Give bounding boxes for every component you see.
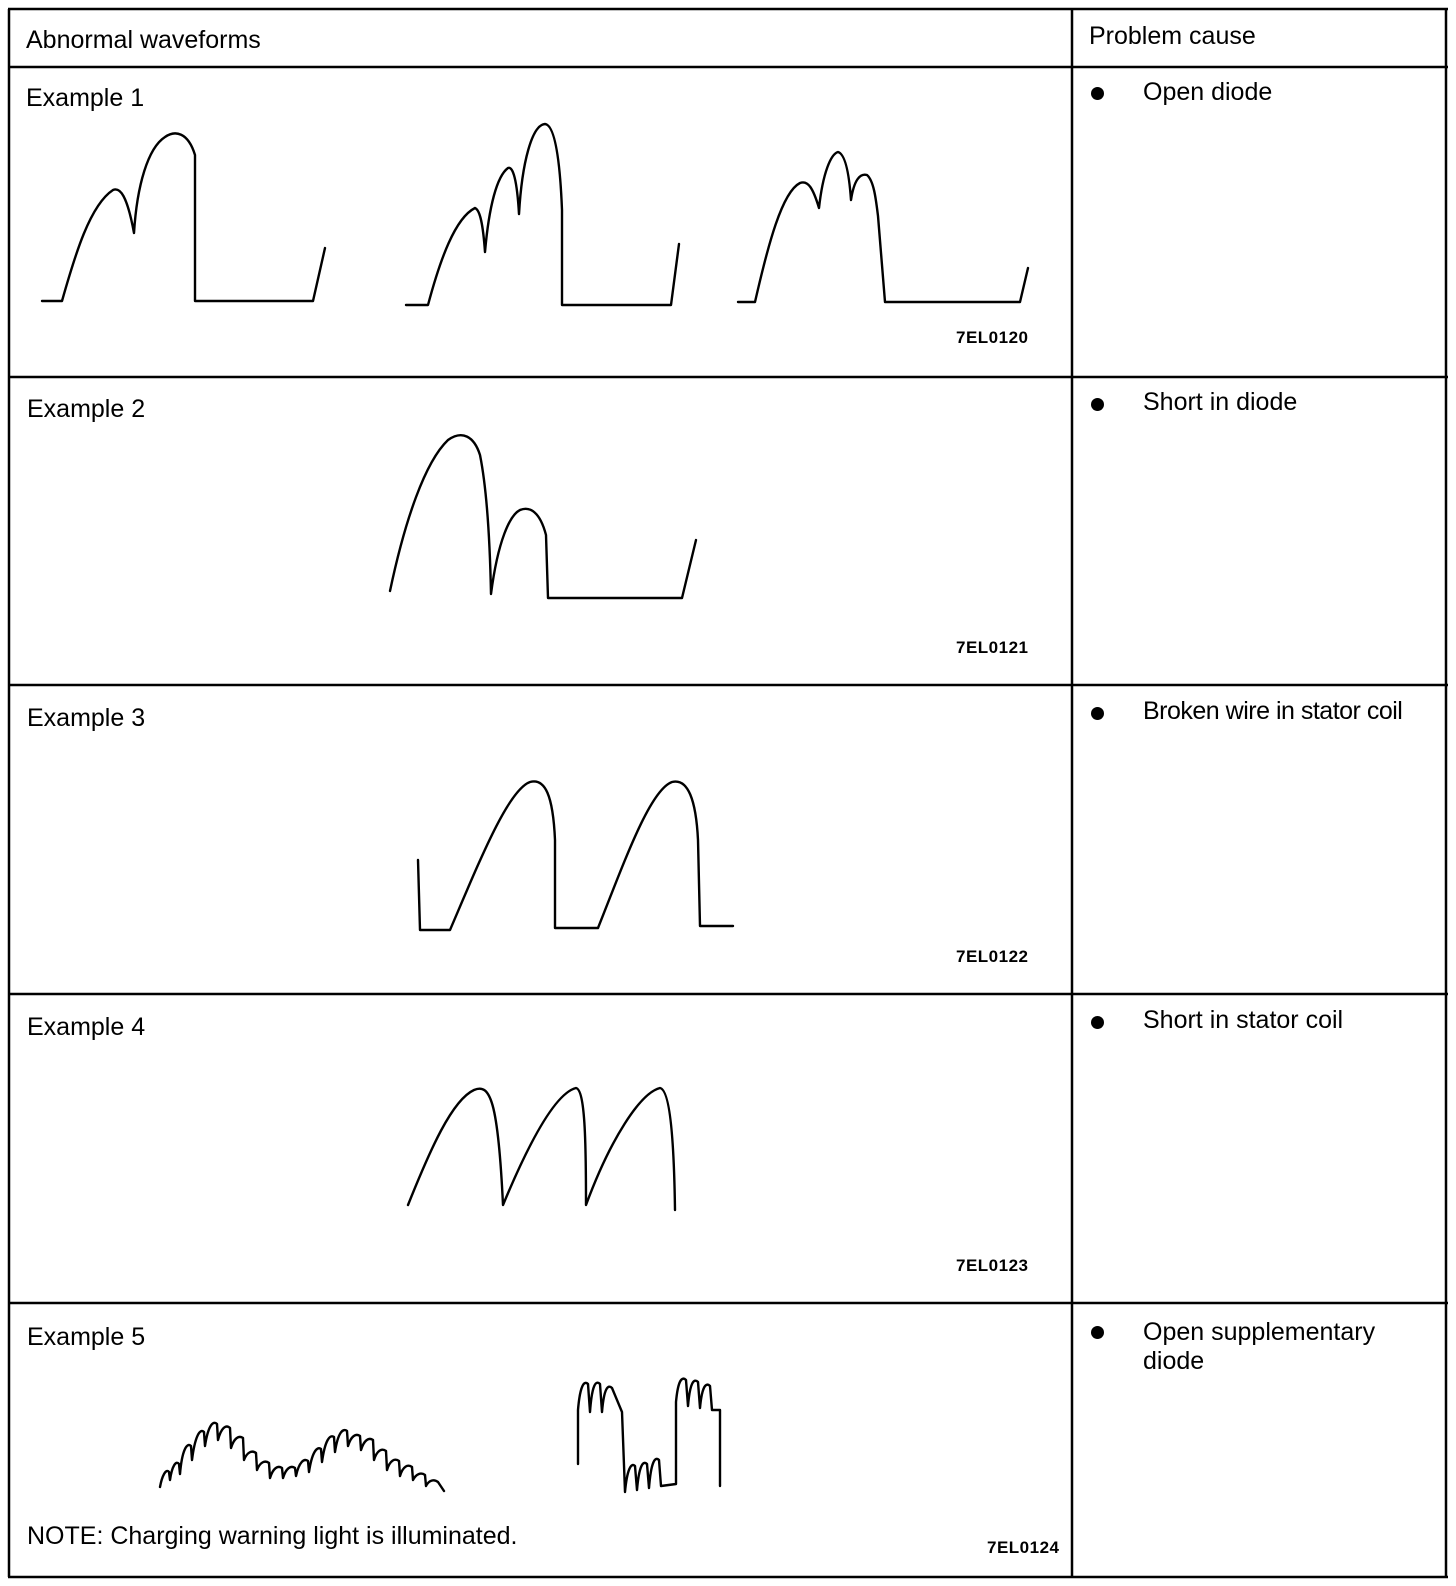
bullet-icon — [1091, 398, 1104, 411]
problem-cause: Open diode — [1143, 78, 1273, 106]
bullet-icon — [1091, 1016, 1104, 1029]
bullet-icon — [1091, 707, 1104, 720]
header-problem-cause: Problem cause — [1089, 22, 1256, 50]
note-text: NOTE: Charging warning light is illuminated. — [27, 1522, 518, 1550]
figure-code: 7EL0124 — [987, 1538, 1060, 1557]
problem-cause: Short in diode — [1143, 388, 1298, 416]
example-label: Example 5 — [27, 1323, 146, 1351]
bullet-icon — [1091, 87, 1104, 100]
figure-code: 7EL0121 — [956, 638, 1029, 657]
header-abnormal-waveforms: Abnormal waveforms — [26, 26, 261, 54]
example-label: Example 3 — [27, 704, 146, 732]
figure-code: 7EL0122 — [956, 947, 1029, 966]
figure-code: 7EL0120 — [956, 328, 1029, 347]
problem-cause: Broken wire in stator coil — [1143, 697, 1403, 725]
bullet-icon — [1091, 1326, 1104, 1339]
figure-code: 7EL0123 — [956, 1256, 1029, 1275]
problem-cause: Short in stator coil — [1143, 1006, 1344, 1034]
example-label: Example 4 — [27, 1013, 146, 1041]
example-label: Example 1 — [26, 84, 145, 112]
example-label: Example 2 — [27, 395, 146, 423]
problem-cause: Open supplementary diode — [1143, 1318, 1376, 1375]
